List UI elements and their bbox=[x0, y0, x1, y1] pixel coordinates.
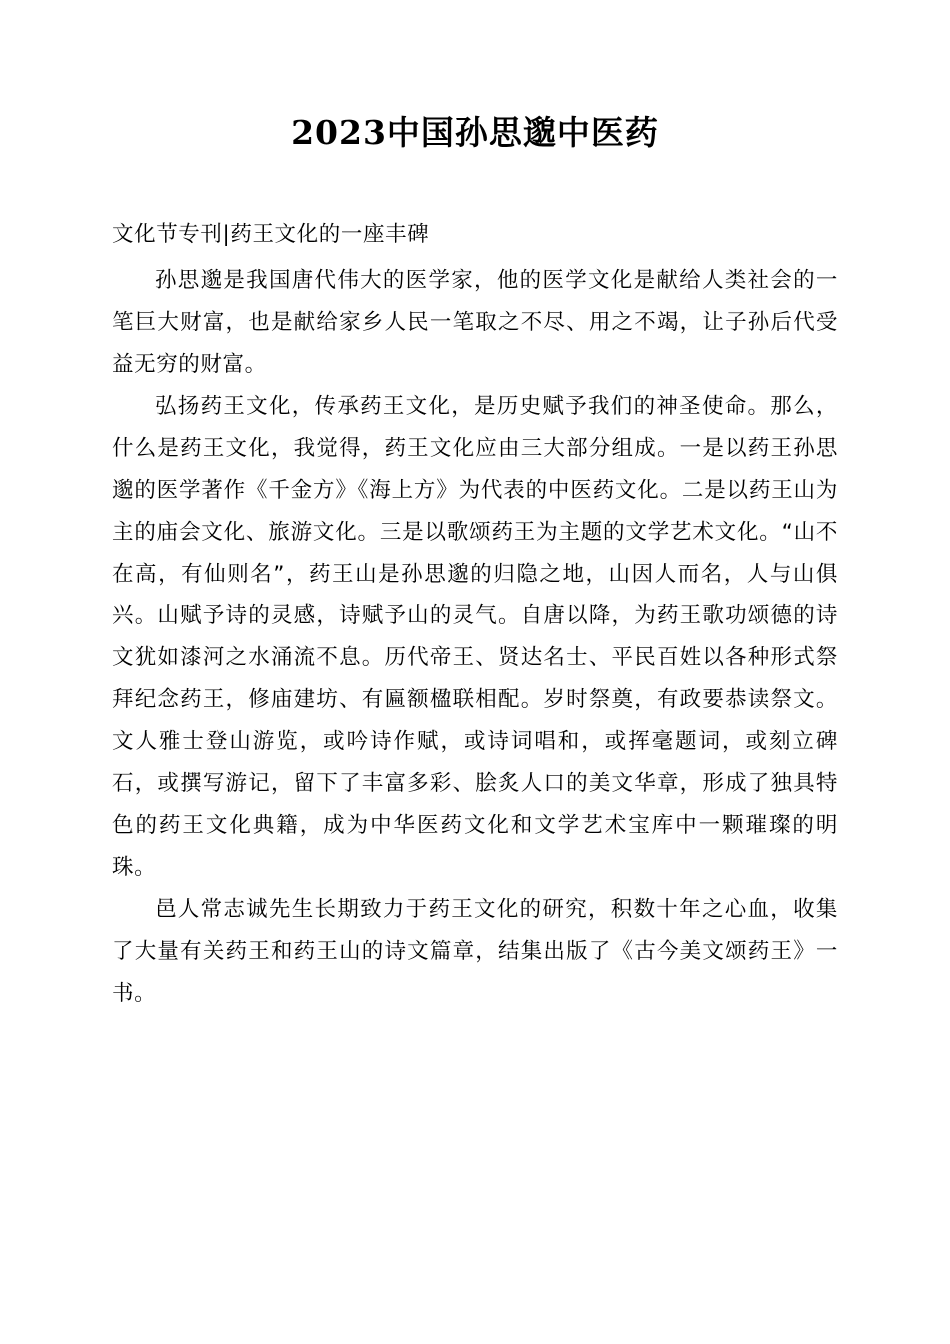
body-paragraph: 弘扬药王文化，传承药王文化，是历史赋予我们的神圣使命。那么，什么是药王文化，我觉得，药王文化应由三大部分组成。一是以药王孙思邈的医学著作《千金方》《海上方》为代表的中医药文化。二是以药王山为主的庙会文化、旅游文化。三是以歌颂药王为主题的文学艺术文化。“山不在高，有仙则名”，药王山是孙思邈的归隐之地，山因人而名，人与山俱兴。山赋予诗的灵感，诗赋予山的灵气。自唐以降，为药王歌功颂德的诗文犹如漆河之水涌流不息。历代帝王、贤达名士、平民百姓以各种形式祭拜纪念药王，修庙建坊、有匾额楹联相配。岁时祭奠，有政要恭读祭文。文人雅士登山游览，或吟诗作赋，或诗词唱和，或挥毫题词，或刻立碑石，或撰写游记，留下了丰富多彩、脍炙人口的美文华章，形成了独具特色的药王文化典籍，成为中华医药文化和文学艺术宝库中一颗璀璨的明珠。 bbox=[112, 393, 838, 881]
body-paragraph: 邑人常志诚先生长期致力于药王文化的研究，积数十年之心血，收集了大量有关药王和药王山的诗文篇章，结集出版了《古今美文颂药王》一书。 bbox=[112, 896, 838, 1006]
body-paragraph: 孙思邈是我国唐代伟大的医学家，他的医学文化是献给人类社会的一笔巨大财富，也是献给家乡人民一笔取之不尽、用之不竭，让子孙后代受益无穷的财富。 bbox=[112, 268, 838, 377]
document-subtitle: 文化节专刊|药王文化的一座丰碑 bbox=[112, 222, 430, 248]
page-title: 2023中国孙思邈中医药 bbox=[291, 113, 659, 152]
